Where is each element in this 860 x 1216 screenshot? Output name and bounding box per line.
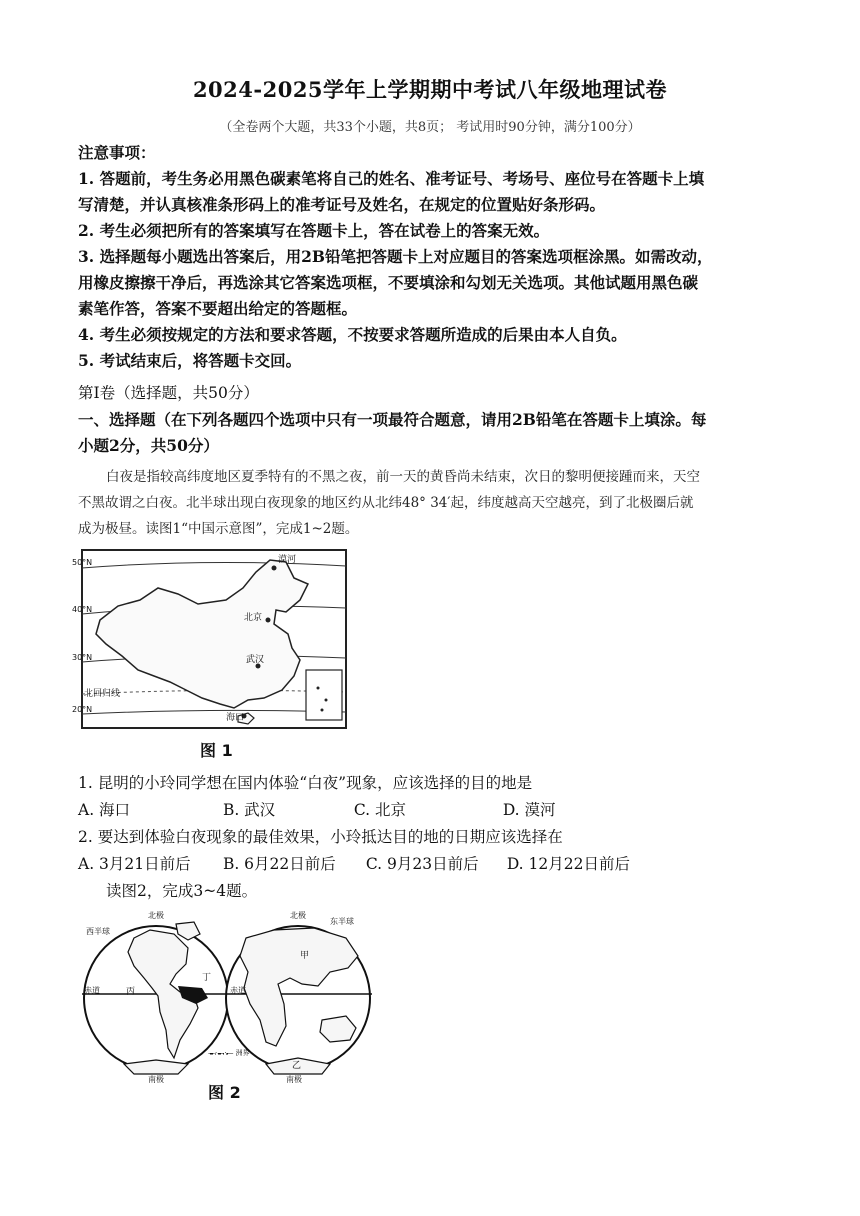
- lat-label: 20°N: [72, 705, 93, 714]
- question-1-option-d[interactable]: D. 漠河: [502, 801, 556, 819]
- north-pole-label: 北极: [290, 911, 306, 920]
- south-pole-label: 南极: [148, 1075, 164, 1084]
- south-pole-label: 南极: [286, 1075, 302, 1084]
- city-label-beijing: 北京: [244, 613, 263, 623]
- lat-label: 50°N: [72, 558, 93, 567]
- label-ding: 丁: [202, 973, 212, 983]
- passage-line: 白夜是指较高纬度地区夏季特有的不黑之夜，前一天的黄昏尚未结束，次日的黎明便接踵而来，天空: [106, 469, 700, 485]
- continent-boundary-legend: —·—·— 洲界: [208, 1049, 250, 1057]
- exam-title: 2024-2025学年上学期期中考试八年级地理试卷: [192, 77, 668, 102]
- question-2-options: [78, 851, 790, 877]
- label-jia: 甲: [300, 951, 310, 961]
- city-label-haikou: 海口: [226, 713, 245, 723]
- notice-line: 素笔作答，答案不要超出给定的答题框。: [78, 299, 358, 318]
- question-1-option-a[interactable]: A. 海口: [78, 801, 131, 819]
- passage-line: 不黑故谓之白夜。北半球出现白夜现象的地区约从北纬48° 34′起，纬度越高天空越亮，到了北极圈后就: [78, 495, 694, 511]
- part-heading: 第Ⅰ卷（选择题，共50分）: [78, 384, 259, 402]
- question-1-option-c[interactable]: C. 北京: [353, 801, 407, 819]
- notice-line: 5. 考试结束后，将答题卡交回。: [78, 351, 302, 370]
- notice-line: 写清楚，并认真核准条形码上的准考证号及姓名，在规定的位置贴好条形码。: [78, 195, 606, 214]
- north-pole-label: 北极: [148, 911, 164, 920]
- lat-label: 30°N: [72, 653, 93, 662]
- section-intro: 小题2分，共50分）: [78, 436, 219, 455]
- question-2-stem: 2. 要达到体验白夜现象的最佳效果，小玲抵达目的地的日期应该选择在: [78, 828, 563, 846]
- question-2-option-c[interactable]: C. 9月23日前后: [365, 855, 479, 873]
- notice-line: 3. 选择题每小题选出答案后，用2B铅笔把答题卡上对应题目的答案选项框涂黑。如需改动，: [78, 247, 713, 266]
- question-2-option-d[interactable]: D. 12月22日前后: [506, 855, 630, 873]
- equator-label: 赤道: [230, 986, 246, 995]
- read-figure-2: 读图2，完成3~4题。: [106, 882, 258, 900]
- question-2-option-b[interactable]: B. 6月22日前后: [222, 855, 336, 873]
- notice-line: 1. 答题前，考生务必用黑色碳素笔将自己的姓名、准考证号、考场号、座位号在答题卡上填: [78, 169, 705, 188]
- figure-1-caption: 图 1: [200, 741, 233, 760]
- exam-subtitle: （全卷两个大题，共33个小题，共8页； 考试用时90分钟，满分100分）: [219, 120, 641, 135]
- equator-label: 赤道: [84, 986, 100, 995]
- city-label-wuhan: 武汉: [246, 655, 265, 665]
- eastern-hemisphere-label: 东半球: [330, 917, 354, 926]
- tropic-label: 北回归线: [84, 689, 121, 699]
- notice-line: 4. 考生必须按规定的方法和要求答题，不按要求答题所造成的后果由本人自负。: [78, 325, 627, 344]
- section-intro: 一、选择题（在下列各题四个选项中只有一项最符合题意，请用2B铅笔在答题卡上填涂。每: [78, 410, 707, 429]
- question-1-option-b[interactable]: B. 武汉: [222, 801, 276, 819]
- question-2-option-a[interactable]: A. 3月21日前后: [78, 855, 191, 873]
- label-bing: 丙: [126, 987, 136, 997]
- notice-line: 2. 考生必须把所有的答案填写在答题卡上，答在试卷上的答案无效。: [78, 221, 550, 240]
- lat-label: 40°N: [72, 605, 93, 614]
- question-1-stem: 1. 昆明的小玲同学想在国内体验“白夜”现象，应该选择的目的地是: [78, 774, 533, 792]
- notice-heading: 注意事项：: [78, 143, 156, 162]
- question-1-options: [78, 797, 790, 823]
- western-hemisphere-label: 西半球: [86, 927, 110, 936]
- notice-line: 用橡皮擦擦干净后，再选涂其它答案选项框，不要填涂和勾划无关选项。其他试题用黑色碳: [78, 273, 699, 292]
- label-yi: 乙: [292, 1061, 302, 1071]
- figure-1-china-map: [72, 548, 348, 732]
- figure-2-hemispheres-map: [78, 908, 378, 1088]
- passage-line: 成为极昼。读图1“中国示意图”，完成1~2题。: [78, 521, 359, 537]
- figure-2-caption: 图 2: [208, 1083, 241, 1102]
- city-label-mohe: 漠河: [278, 555, 297, 565]
